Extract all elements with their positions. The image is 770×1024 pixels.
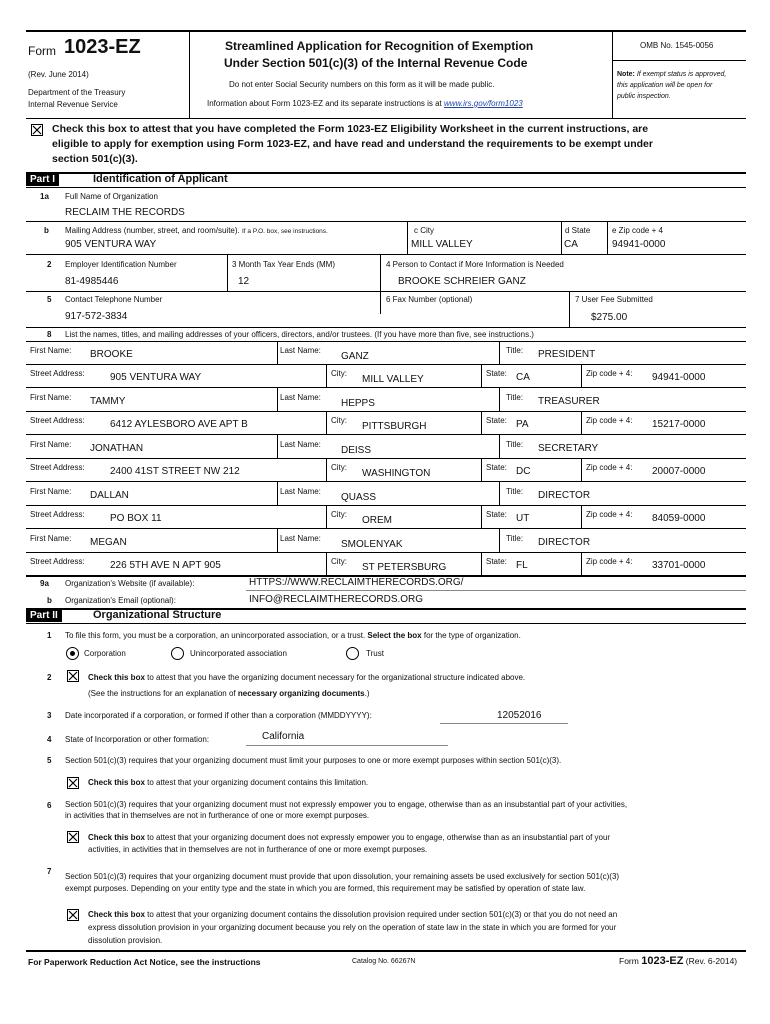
officer-last-name-field[interactable]: QUASS [341,492,377,503]
officer-state-field[interactable]: CA [516,372,530,383]
tax-year-label: 3 Month Tax Year Ends (MM) [232,260,336,269]
line-5-num: 5 [47,295,52,304]
officer-street-field[interactable]: 6412 AYLESBORO AVE APT B [110,419,248,430]
user-fee-field[interactable]: $275.00 [591,312,628,323]
officer-street-label: Street Address: [30,463,85,472]
officer-street-field[interactable]: 226 5TH AVE N APT 905 [110,560,221,571]
officer-zip-field[interactable]: 84059-0000 [652,513,706,524]
p2-line-4-num: 4 [47,735,52,744]
officer-zip-label: Zip code + 4: [586,416,633,425]
officer-title-field[interactable]: TREASURER [538,396,600,407]
officer-title-label: Title: [506,393,524,402]
empowerment-checkbox[interactable] [67,831,79,843]
officer-title-label: Title: [506,534,524,543]
officer-street-label: Street Address: [30,369,85,378]
date-incorporated-field[interactable]: 12052016 [497,710,542,721]
zip-field[interactable]: 94941-0000 [612,239,666,250]
ein-field[interactable]: 81-4985446 [65,276,119,287]
mailing-address-field[interactable]: 905 VENTURA WAY [65,239,157,250]
info-line: Information about Form 1023-EZ and its separate instructions is at www.irs.gov/form1023 [207,99,523,108]
officer-city-field[interactable]: OREM [362,515,392,526]
form-title-line1: Streamlined Application for Recognition of Exemption [225,39,534,53]
officer-city-field[interactable]: PITTSBURGH [362,421,427,432]
corporation-label: Corporation [84,649,126,658]
officer-title-field[interactable]: SECRETARY [538,443,599,454]
officer-last-name-label: Last Name: [280,534,321,543]
officer-first-name-label: First Name: [30,393,72,402]
mailing-address-label: Mailing Address (number, street, and room/suite). If a P.O. box, see instructions. [65,226,328,235]
officer-city-field[interactable]: WASHINGTON [362,468,431,479]
city-label: c City [414,226,434,235]
officer-street-field[interactable]: PO BOX 11 [110,513,162,524]
ein-label: Employer Identification Number [65,260,177,269]
paperwork-notice: For Paperwork Reduction Act Notice, see the instructions [28,957,261,967]
officer-zip-field[interactable]: 20007-0000 [652,466,706,477]
organizing-document-attest: Check this box to attest that you have the organizing document necessary for the organizational structure indicated above. [88,673,526,682]
officer-title-field[interactable]: DIRECTOR [538,490,591,501]
org-name-label: Full Name of Organization [65,192,158,201]
officer-first-name-field[interactable]: DALLAN [90,490,129,501]
form-title-line2: Under Section 501(c)(3) of the Internal Revenue Code [224,56,528,70]
line-2-num: 2 [47,260,52,269]
officer-street-label: Street Address: [30,557,85,566]
officer-city-field[interactable]: ST PETERSBURG [362,562,447,573]
officer-first-name-field[interactable]: MEGAN [90,537,127,548]
ssn-notice: Do not enter Social Security numbers on this form as it will be made public. [229,80,495,89]
officer-city-label: City: [331,557,347,566]
p2-line-2-num: 2 [47,673,52,682]
officer-city-label: City: [331,463,347,472]
empowerment-requirement-line2: in activities that in themselves are not in furtherance of one or more exempt purposes. [65,811,370,820]
department-line2: Internal Revenue Service [28,100,118,109]
dissolution-attest-line2: express dissolution provision in your organizing document because you rely on the operation of state law in the state in which you are formed for your [88,923,617,932]
part1-title: Identification of Applicant [93,173,228,185]
trust-label: Trust [366,649,384,658]
p2-line-3-num: 3 [47,711,52,720]
officer-zip-label: Zip code + 4: [586,463,633,472]
email-field[interactable]: INFO@RECLAIMTHERECORDS.ORG [249,594,424,605]
phone-label: Contact Telephone Number [65,295,163,304]
officer-first-name-field[interactable]: BROOKE [90,349,133,360]
line-8-num: 8 [47,330,52,339]
officer-street-label: Street Address: [30,510,85,519]
officer-state-field[interactable]: DC [516,466,531,477]
inspection-note-line1: Note: If exempt status is approved, [617,71,727,78]
website-field[interactable]: HTTPS://WWW.RECLAIMTHERECORDS.ORG/ [249,577,464,588]
officer-city-label: City: [331,416,347,425]
unincorporated-association-radio[interactable] [171,647,184,660]
dissolution-checkbox[interactable] [67,909,79,921]
officer-first-name-label: First Name: [30,346,72,355]
catalog-number: Catalog No. 66267N [352,958,416,965]
state-formation-label: State of Incorporation or other formation: [65,735,210,744]
part2-tag: Part II [26,609,62,622]
officer-city-label: City: [331,510,347,519]
email-label: Organization's Email (optional): [65,596,176,605]
officer-state-label: State: [486,369,507,378]
dissolution-attest-line3: dissolution provision. [88,936,163,945]
officer-title-field[interactable]: DIRECTOR [538,537,591,548]
eligibility-attest-line1: Check this box to attest that you have completed the Form 1023-EZ Eligibility Worksheet in the current instructions, are [52,123,649,135]
unincorporated-association-label: Unincorporated association [190,649,287,658]
officer-state-label: State: [486,463,507,472]
officer-first-name-label: First Name: [30,534,72,543]
officer-state-field[interactable]: PA [516,419,529,430]
dissolution-requirement-line2: exempt purposes. Depending on your entity type and the state in which you are formed, this requirement may be satisfied by operation of state law. [65,884,586,893]
state-formation-field[interactable]: California [262,731,305,742]
state-field[interactable]: CA [564,239,578,250]
empowerment-requirement-line1: Section 501(c)(3) requires that your organizing document must not expressly empower you to engage, otherwise than as an insubstantial part of your activities, [65,800,628,809]
footer-form-id: Form 1023-EZ (Rev. 6-2014) [619,955,738,967]
officer-first-name-field[interactable]: JONATHAN [90,443,144,454]
officer-state-field[interactable]: UT [516,513,530,524]
p2-line-7-num: 7 [47,867,52,876]
officer-city-label: City: [331,369,347,378]
officer-state-label: State: [486,557,507,566]
p2-line-1-num: 1 [47,631,52,640]
officer-first-name-label: First Name: [30,440,72,449]
line-9b-num: b [47,596,52,605]
officer-street-label: Street Address: [30,416,85,425]
officer-title-label: Title: [506,346,524,355]
officer-state-label: State: [486,416,507,425]
officer-state-label: State: [486,510,507,519]
state-label: d State [565,226,591,235]
officer-zip-field[interactable]: 15217-0000 [652,419,706,430]
org-name-field[interactable]: RECLAIM THE RECORDS [65,207,185,218]
form-number: 1023-EZ [64,36,141,58]
officer-title-field[interactable]: PRESIDENT [538,349,596,360]
inspection-note-line2: this application will be open for [617,82,713,89]
irs-link[interactable]: www.irs.gov/form1023 [444,99,523,108]
officer-last-name-label: Last Name: [280,440,321,449]
officer-last-name-field[interactable]: DEISS [341,445,372,456]
trust-radio[interactable] [346,647,359,660]
officer-zip-field[interactable]: 94941-0000 [652,372,706,383]
line-1a-num: 1a [40,192,49,201]
officer-title-label: Title: [506,487,524,496]
officer-state-field[interactable]: FL [516,560,528,571]
contact-person-label: 4 Person to Contact if More Information is Needed [386,260,564,269]
tax-year-field[interactable]: 12 [238,276,250,287]
line-9a-num: 9a [40,579,49,588]
officer-title-label: Title: [506,440,524,449]
date-incorporated-label: Date incorporated if a corporation, or formed if other than a corporation (MMDDYYYY): [65,711,372,720]
officer-street-field[interactable]: 2400 41ST STREET NW 212 [110,466,240,477]
contact-person-field[interactable]: BROOKE SCHREIER GANZ [398,276,526,287]
officer-zip-label: Zip code + 4: [586,510,633,519]
p2-line-6-num: 6 [47,801,52,810]
empowerment-attest-line1: Check this box to attest that your organizing document does not expressly empower you to engage, otherwise than as an insubstantial part of your [88,833,611,842]
eligibility-attest-line2: eligible to apply for exemption using Form 1023-EZ, and have read and understand the requirements to be exempt under [52,138,653,150]
purpose-requirement: Section 501(c)(3) requires that your organizing document must limit your purposes to one or more exempt purposes within section 501(c)(3). [65,756,562,765]
line-1b-num: b [44,226,49,235]
officer-first-name-field[interactable]: TAMMY [90,396,126,407]
officer-street-field[interactable]: 905 VENTURA WAY [110,372,202,383]
officers-instructions: List the names, titles, and mailing addresses of your officers, directors, and/or trustees. (If you have more than five, see instructions.) [65,330,534,339]
part1-tag: Part I [26,173,59,186]
corporation-radio[interactable] [66,647,79,660]
officer-last-name-label: Last Name: [280,487,321,496]
empowerment-attest-line2: activities, in activities that in themselves are not in furtherance of one or more exempt purposes. [88,845,428,854]
organizing-document-checkbox[interactable] [67,670,79,682]
eligibility-checkbox[interactable] [31,124,43,136]
purpose-limitation-attest: Check this box to attest that your organizing document contains this limitation. [88,778,369,787]
omb-number: OMB No. 1545-0056 [640,41,714,50]
zip-label: e Zip code + 4 [612,226,663,235]
user-fee-label: 7 User Fee Submitted [575,295,653,304]
fax-label: 6 Fax Number (optional) [386,295,473,304]
officer-last-name-label: Last Name: [280,346,321,355]
dissolution-attest-line1: Check this box to attest that your organizing document contains the dissolution provision required under section 501(c)(3) or that you do not need an [88,910,618,919]
phone-field[interactable]: 917-572-3834 [65,311,128,322]
officer-last-name-field[interactable]: HEPPS [341,398,375,409]
officer-zip-label: Zip code + 4: [586,369,633,378]
website-label: Organization's Website (if available): [65,579,195,588]
purpose-limitation-checkbox[interactable] [67,777,79,789]
org-type-instruction: To file this form, you must be a corporation, an unincorporated association, or a trust. Select the box for the type of organization. [65,631,521,640]
p2-line-5-num: 5 [47,756,52,765]
officer-zip-field[interactable]: 33701-0000 [652,560,706,571]
dissolution-requirement-line1: Section 501(c)(3) requires that your organizing document must provide that upon dissolution, your remaining assets be used exclusively for section 501(c)(3) [65,872,620,881]
officer-zip-label: Zip code + 4: [586,557,633,566]
form-revision: (Rev. June 2014) [28,70,89,79]
part2-title: Organizational Structure [93,609,222,621]
city-field[interactable]: MILL VALLEY [411,239,473,250]
officer-first-name-label: First Name: [30,487,72,496]
inspection-note-line3: public inspection. [617,93,671,100]
officer-last-name-field[interactable]: GANZ [341,351,369,362]
eligibility-attest-line3: section 501(c)(3). [52,153,138,165]
officer-city-field[interactable]: MILL VALLEY [362,374,424,385]
officer-last-name-field[interactable]: SMOLENYAK [341,539,403,550]
department-line1: Department of the Treasury [28,88,126,97]
form-word: Form [28,44,56,58]
officer-last-name-label: Last Name: [280,393,321,402]
organizing-document-note: (See the instructions for an explanation of necessary organizing documents.) [88,689,370,698]
